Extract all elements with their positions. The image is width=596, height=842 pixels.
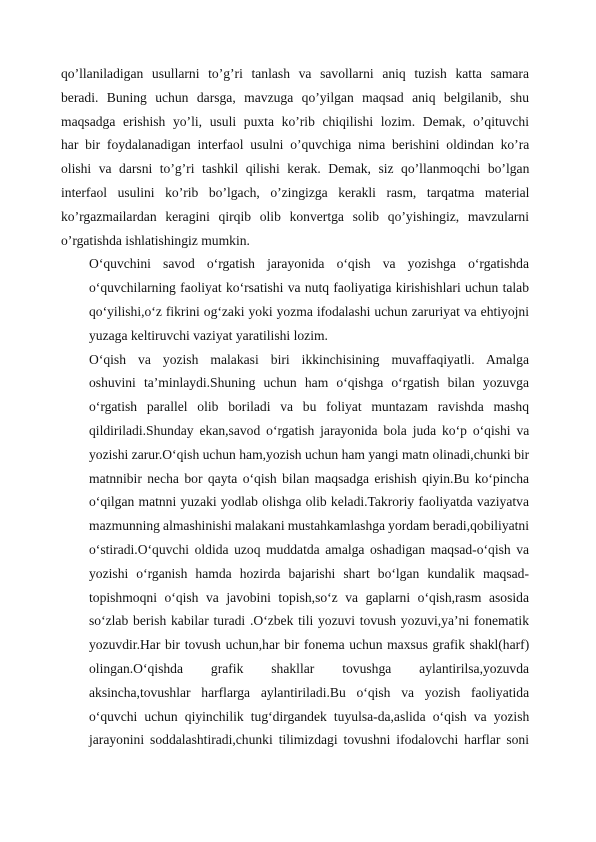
text-line: o‘quvchi uchun qiyinchilik tug‘dirgandek tuyulsa-da,aslida o‘qish va yozish [89,708,530,724]
text-line: matnnibir necha bor qayta o‘qish bilan maqsadga erishish qiyin.Bu ko‘pincha [89,470,530,486]
text-line: maqsadga erishish yo’li, usuli puxta ko’rib chiqilishi lozim. Demak, o’qituvchi [61,113,529,129]
text-line: mazmunning almashinishi malakani mustahkamlashga yordam beradi,qobiliyatni [89,518,529,534]
text-line: olingan.O‘qishda grafik shakllar tovushga aylantirilsa,yozuvda [89,660,530,676]
text-line: qo’llaniladigan usullarni to’g’ri tanlash va savollarni aniq tuzish katta samara [61,66,529,81]
text-line: O‘qish va yozish malakasi biri ikkinchisining muvaffaqiyatli. Amalga [89,351,529,367]
text-line: oshuvini ta’minlaydi.Shuning uchun ham o‘qishga o‘rgatish bilan yozuvga [89,375,529,391]
text-line: o‘quvchilarning faoliyat ko‘rsatishi va nutq faoliyatiga kirishishlari uchun talab [89,280,529,296]
text-line: o‘qilgan matnni yuzaki yodlab olishga olib keladi.Takroriy faoliyatda vaziyatva [89,494,529,510]
text-line: O‘quvchini savod o‘rgatish jarayonida o‘qish va yozishga o‘rgatishda [89,256,529,272]
text-line: o‘stiradi.O‘quvchi oldida uzoq muddatda amalga oshadigan maqsad-o‘qish va [89,541,530,557]
text-line: qildiriladi.Shunday ekan,savod o‘rgatish jarayonida bola juda ko‘p o‘qishi va [89,422,530,438]
text-line: o‘rgatish parallel olib boriladi va bu foliyat muntazam ravishda mashq [89,399,529,415]
text-line: yozishi o‘rganish hamda hozirda bajarishi shart bo‘lgan kundalik maqsad- [89,565,529,581]
paragraph [61,348,529,753]
text-line: yuzaga keltiruvchi vaziyat yaratilishi lozim. [89,327,328,343]
text-line: jarayonini soddalashtiradi,chunki tilimizdagi tovushni ifodalovchi harflar soni [89,732,529,748]
text-line: aksincha,tovushlar harflarga aylantiriladi.Bu o‘qish va yozish faoliyatida [89,684,530,700]
text-line: yozuvdir.Har bir tovush uchun,har bir fonema uchun maxsus grafik shakl(harf) [89,637,530,653]
text-line: so‘zlab berish kabilar turadi .O‘zbek tili yozuvi tovush yozuvi,ya’ni fonematik [89,613,529,629]
text-line: ko’rgazmailardan keragini qirqib olib konvertga solib qo’yishingiz, mavzularni [61,208,529,224]
text-line: yozishi zarur.O‘qish uchun ham,yozish uchun ham yangi matn olinadi,chunki bir [89,446,530,462]
paragraph [61,62,529,252]
text-line: qo‘yilishi,o‘z fikrini og‘zaki yoki yozma ifodalashi uchun zaruriyat va ehtiyojni [89,303,529,319]
text-line: interfaol usulini ko’rib bo’lgach, o’zingizga kerakli rasm, tarqatma material [61,184,530,200]
document-body [61,62,529,752]
text-line: har bir foydalanadigan interfaol usulni o’quvchiga nima berishini oldindan ko’ra [61,137,530,153]
paragraph [61,252,529,347]
text-line: olishi va darsni to’g’ri tashkil qilishi kerak. Demak, siz qo’llanmoqchi bo’lgan [61,161,530,177]
text-line: topishmoqni o‘qish va javobini topish,so‘z va gaplarni o‘qish,rasm asosida [89,589,530,605]
text-line: beradi. Buning uchun darsga, mavzuga qo’yilgan maqsad aniq belgilanib, shu [61,89,529,105]
text-line: o’rgatishda ishlatishingiz mumkin. [61,232,250,248]
